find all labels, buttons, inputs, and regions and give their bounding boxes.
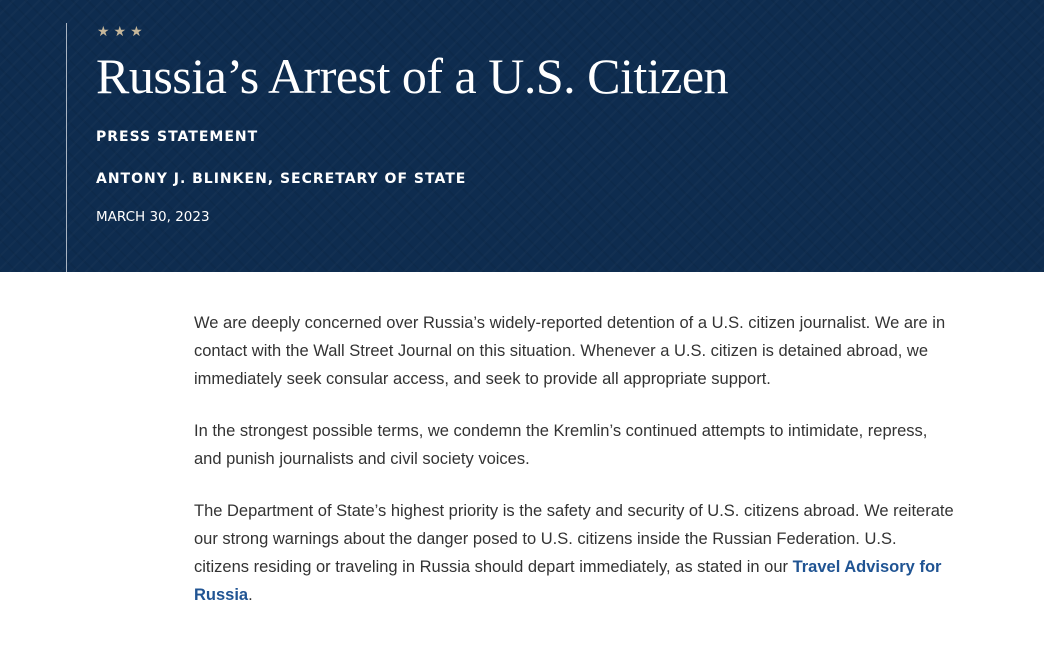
stars-icon: ★★★	[97, 24, 147, 40]
travel-advisory-link[interactable]: Travel Advisory for Russia	[194, 558, 942, 604]
body-paragraph-3-text: The Department of State’s highest priority is the safety and security of U.S. citizens abroad. We reiterate our strong warnings about the danger posed to U.S. citizens inside the Russian Federation. U.S. citizens residing or traveling in Russia should depart immediately, as stated in our	[194, 502, 954, 576]
body-paragraph-2: In the strongest possible terms, we condemn the Kremlin’s continued attempts to intimidate, repress, and punish journalists and civil society voices.	[194, 422, 928, 468]
body-paragraph-3-end: .	[248, 586, 253, 604]
statement-body	[194, 309, 954, 633]
statement-author: ANTONY J. BLINKEN, SECRETARY OF STATE	[96, 171, 467, 187]
press-statement-header	[0, 0, 1044, 272]
body-paragraph-1: We are deeply concerned over Russia’s widely-reported detention of a U.S. citizen journalist. We are in contact with the Wall Street Journal on this situation. Whenever a U.S. citizen is detained abroad, we immediately seek consular access, and seek to provide all appropriate support.	[194, 314, 946, 388]
header-vertical-rule	[66, 23, 67, 272]
statement-type: PRESS STATEMENT	[96, 129, 259, 145]
body-paragraph-3	[194, 497, 954, 609]
statement-date: MARCH 30, 2023	[96, 209, 210, 225]
page-title: Russia’s Arrest of a U.S. Citizen	[96, 48, 729, 104]
